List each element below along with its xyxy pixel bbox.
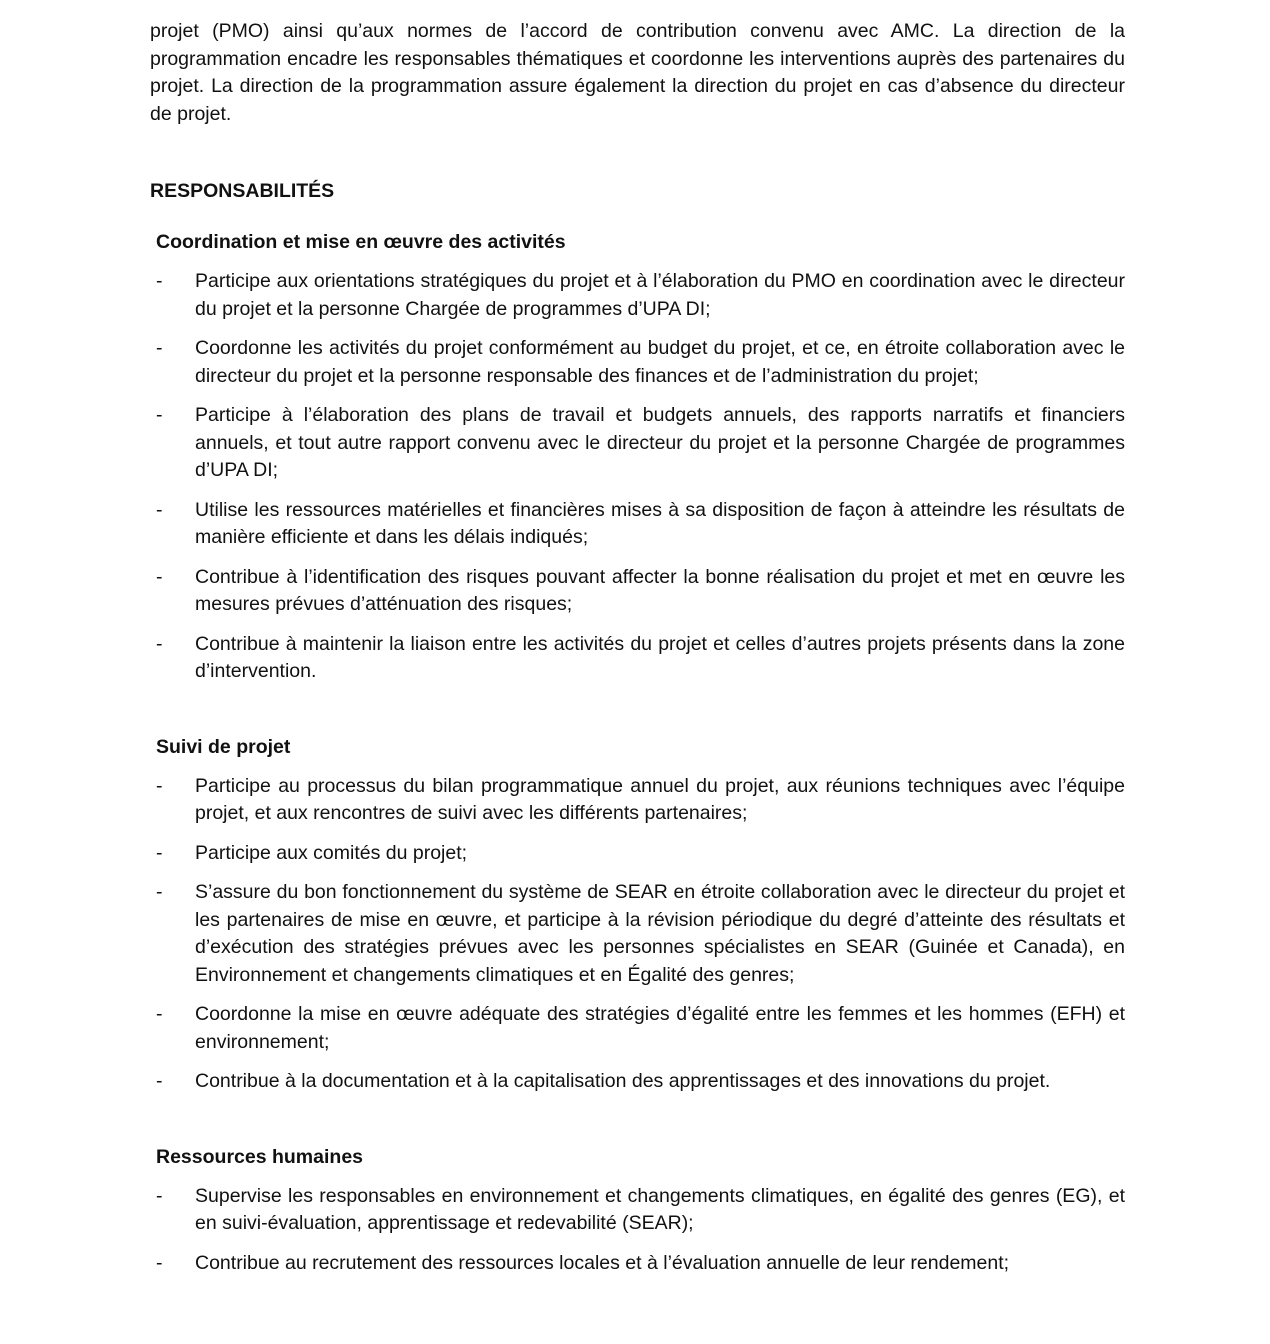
list-item-text: Participe à l’élaboration des plans de travail et budgets annuels, des rapports narratifs et financiers annuels, et tout autre rapport convenu avec le directeur du projet et la personne Chargée de programmes d’UPA DI; (195, 404, 1125, 481)
list-item-text: Supervise les responsables en environnement et changements climatiques, en égalité des genres (EG), et en suivi-évaluation, apprentissage et redevabilité (SEAR); (195, 1184, 1125, 1234)
bullet-dash: - (156, 498, 163, 521)
section-suivi (150, 734, 1125, 1096)
list-item (150, 1068, 1125, 1096)
list-item-text: Utilise les ressources matérielles et financières mises à sa disposition de façon à atteindre les résultats de manière efficiente et dans les délais indiqués; (195, 498, 1125, 548)
list-item-text: Contribue à la documentation et à la capitalisation des apprentissages et des innovations du projet. (195, 1070, 1051, 1092)
bullet-dash: - (156, 632, 163, 655)
bullet-dash: - (156, 1184, 163, 1207)
bullet-dash: - (156, 1251, 163, 1274)
bullet-list (150, 773, 1125, 1096)
section-title: Suivi de projet (156, 735, 291, 758)
list-item (150, 268, 1125, 323)
list-item (150, 773, 1125, 828)
list-item (150, 1183, 1125, 1238)
bullet-dash: - (156, 337, 163, 359)
bullet-dash: - (156, 881, 163, 903)
list-item-text: Contribue au recrutement des ressources locales et à l’évaluation annuelle de leur rendement; (195, 1251, 1010, 1274)
list-item-text: Participe au processus du bilan programmatique annuel du projet, aux réunions techniques avec l’équipe projet, et aux rencontres de suivi avec les différents partenaires; (195, 774, 1125, 824)
list-item-text: Contribue à l’identification des risques pouvant affecter la bonne réalisation du projet et met en œuvre les mesures prévues d’atténuation des risques; (195, 565, 1125, 615)
document-page (150, 18, 1125, 1289)
list-item (150, 631, 1125, 686)
list-item (150, 840, 1125, 868)
bullet-dash: - (156, 404, 163, 426)
list-item-text: Participe aux comités du projet; (195, 841, 468, 864)
section-title: Coordination et mise en œuvre des activités (156, 231, 566, 253)
list-item-text: S’assure du bon fonctionnement du système de SEAR en étroite collaboration avec le directeur du projet et les partenaires de mise en œuvre, et participe à la révision périodique du degré d’atteinte des résultats et d’exécution des stratégies prévues avec les personnes spécialistes en SEAR (Guinée et Canada), en Environnement et changements climatiques et en Égalité des genres; (195, 881, 1125, 986)
list-item-text: Coordonne les activités du projet conformément au budget du projet, et ce, en étroite collaboration avec le directeur du projet et la personne responsable des finances et de l’administration du projet; (195, 337, 1125, 387)
bullet-list (150, 268, 1125, 686)
list-item (150, 335, 1125, 390)
list-item (150, 402, 1125, 485)
list-item-text: Coordonne la mise en œuvre adéquate des stratégies d’égalité entre les femmes et les hommes (EFH) et environnement; (195, 1003, 1125, 1053)
list-item (150, 497, 1125, 552)
bullet-dash: - (156, 270, 163, 292)
bullet-list (150, 1183, 1125, 1278)
intro-paragraph: projet (PMO) ainsi qu’aux normes de l’accord de contribution convenu avec AMC. La direction de la programmation encadre les responsables thématiques et coordonne les interventions auprès des partenaires du projet. La direction de la programmation assure également la direction du projet en cas d’absence du directeur de projet. (150, 20, 1125, 125)
bullet-dash: - (156, 774, 163, 797)
section-title: Ressources humaines (156, 1145, 364, 1168)
list-item (150, 564, 1125, 619)
list-item (150, 1001, 1125, 1056)
list-item-text: Contribue à maintenir la liaison entre les activités du projet et celles d’autres projets présents dans la zone d’intervention. (195, 632, 1125, 682)
bullet-dash: - (156, 1003, 163, 1025)
bullet-dash: - (156, 1070, 163, 1092)
bullet-dash: - (156, 565, 163, 588)
responsibilities-heading: RESPONSABILITÉS (150, 180, 335, 202)
bullet-dash: - (156, 841, 163, 864)
section-ressources-humaines (150, 1144, 1125, 1278)
list-item (150, 1250, 1125, 1278)
list-item (150, 879, 1125, 989)
list-item-text: Participe aux orientations stratégiques du projet et à l’élaboration du PMO en coordination avec le directeur du projet et la personne Chargée de programmes d’UPA DI; (195, 270, 1125, 320)
section-coordination (150, 229, 1125, 686)
